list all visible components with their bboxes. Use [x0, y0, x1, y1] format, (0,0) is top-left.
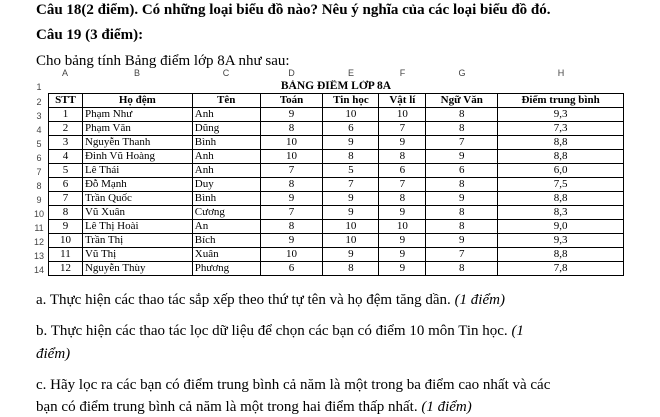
header-diem-trung-binh: Điểm trung bình	[498, 94, 624, 108]
cell-toan: 10	[260, 150, 323, 164]
cell-stt: 7	[49, 192, 83, 206]
task-c-line-2	[36, 398, 472, 416]
cell-toan: 9	[260, 192, 323, 206]
cell-stt: 2	[49, 122, 83, 136]
row-number: 8	[36, 181, 42, 191]
task-a-points: (1 điểm)	[454, 292, 505, 308]
task-a	[36, 291, 505, 309]
cell-stt: 4	[49, 150, 83, 164]
cell-ngu-van: 8	[426, 220, 498, 234]
table-row	[49, 206, 624, 220]
cell-vat-li: 9	[379, 262, 426, 276]
cell-stt: 12	[49, 262, 83, 276]
cell-vat-li: 7	[379, 178, 426, 192]
cell-tin-hoc: 9	[323, 192, 379, 206]
header-vat-li: Vật lí	[379, 94, 426, 108]
table-row	[49, 164, 624, 178]
cell-stt: 10	[49, 234, 83, 248]
cell-ten: Dũng	[192, 122, 260, 136]
row-number: 5	[36, 139, 42, 149]
header-toan: Toán	[260, 94, 323, 108]
cell-diem-trung-binh: 7,8	[498, 262, 624, 276]
cell-vat-li: 7	[379, 122, 426, 136]
cell-ngu-van: 8	[426, 206, 498, 220]
cell-ho-dem: Trần Thị	[82, 234, 192, 248]
cell-diem-trung-binh: 8,8	[498, 192, 624, 206]
row-number: 1	[36, 82, 42, 92]
cell-toan: 6	[260, 262, 323, 276]
task-c-text: bạn có điểm trung bình cả năm là một trong hai điểm thấp nhất.	[36, 399, 422, 415]
row-number: 2	[36, 97, 42, 107]
cell-vat-li: 8	[379, 150, 426, 164]
cell-ngu-van: 9	[426, 192, 498, 206]
cell-ten: Phương	[192, 262, 260, 276]
task-b	[36, 322, 524, 340]
cell-diem-trung-binh: 7,3	[498, 122, 624, 136]
column-header-e: E	[347, 68, 354, 78]
column-header-d: D	[288, 68, 295, 78]
cell-ho-dem: Phạm Văn	[82, 122, 192, 136]
cell-toan: 10	[260, 248, 323, 262]
cell-ten: Anh	[192, 150, 260, 164]
task-a-text: a. Thực hiện các thao tác sắp xếp theo thứ tự tên và họ đệm tăng dần.	[36, 292, 455, 308]
cell-ngu-van: 6	[426, 164, 498, 178]
cell-stt: 11	[49, 248, 83, 262]
cell-ten: An	[192, 220, 260, 234]
cell-diem-trung-binh: 9,3	[498, 108, 624, 122]
cell-vat-li: 10	[379, 108, 426, 122]
cell-tin-hoc: 10	[323, 220, 379, 234]
cell-tin-hoc: 5	[323, 164, 379, 178]
cell-ngu-van: 8	[426, 262, 498, 276]
cell-ten: Bích	[192, 234, 260, 248]
cell-vat-li: 9	[379, 234, 426, 248]
cell-stt: 9	[49, 220, 83, 234]
table-row	[49, 136, 624, 150]
table-row	[49, 178, 624, 192]
table-row	[49, 150, 624, 164]
table-row	[49, 108, 624, 122]
table-header-row	[49, 94, 624, 108]
cell-stt: 8	[49, 206, 83, 220]
cell-toan: 8	[260, 178, 323, 192]
row-number: 10	[33, 209, 44, 219]
cell-vat-li: 9	[379, 206, 426, 220]
table-row	[49, 234, 624, 248]
row-number: 6	[36, 153, 42, 163]
task-c-line-1: c. Hãy lọc ra các bạn có điểm trung bình cả năm là một trong ba điểm cao nhất và các	[36, 377, 551, 393]
column-header-a: A	[61, 68, 68, 78]
cell-ten: Bình	[192, 136, 260, 150]
cell-vat-li: 6	[379, 164, 426, 178]
cell-ten: Bình	[192, 192, 260, 206]
cell-toan: 8	[260, 122, 323, 136]
cell-tin-hoc: 8	[323, 262, 379, 276]
cell-tin-hoc: 10	[323, 234, 379, 248]
cell-tin-hoc: 8	[323, 150, 379, 164]
cell-toan: 9	[260, 234, 323, 248]
cell-toan: 7	[260, 206, 323, 220]
header-tin-hoc: Tin học	[323, 94, 379, 108]
cell-stt: 5	[49, 164, 83, 178]
header-ho-dem: Họ đệm	[82, 94, 192, 108]
cell-ho-dem: Vũ Thị	[82, 248, 192, 262]
row-number: 7	[36, 167, 42, 177]
table-row	[49, 262, 624, 276]
cell-ten: Xuân	[192, 248, 260, 262]
cell-ho-dem: Phạm Như	[82, 108, 192, 122]
cell-diem-trung-binh: 8,3	[498, 206, 624, 220]
header-stt: STT	[49, 94, 83, 108]
cell-ten: Anh	[192, 108, 260, 122]
intro-text: Cho bảng tính Bảng điểm lớp 8A như sau:	[36, 53, 290, 69]
cell-vat-li: 9	[379, 248, 426, 262]
column-header-g: G	[458, 68, 466, 78]
cell-tin-hoc: 9	[323, 206, 379, 220]
cell-ten: Duy	[192, 178, 260, 192]
cell-vat-li: 9	[379, 136, 426, 150]
cell-tin-hoc: 6	[323, 122, 379, 136]
header-ten: Tên	[192, 94, 260, 108]
grade-table	[48, 80, 624, 276]
cell-ho-dem: Đỗ Mạnh	[82, 178, 192, 192]
header-ngu-van: Ngữ Văn	[426, 94, 498, 108]
question-18: Câu 18(2 điểm). Có những loại biểu đồ nào? Nêu ý nghĩa của các loại biểu đồ đó.	[36, 2, 551, 18]
task-b-points-cont: điểm)	[36, 346, 71, 362]
cell-diem-trung-binh: 9,3	[498, 234, 624, 248]
table-row	[49, 248, 624, 262]
row-number: 13	[33, 251, 44, 261]
cell-ngu-van: 9	[426, 234, 498, 248]
cell-diem-trung-binh: 8,8	[498, 248, 624, 262]
spreadsheet	[30, 66, 624, 288]
cell-ngu-van: 9	[426, 150, 498, 164]
cell-ten: Cương	[192, 206, 260, 220]
cell-ho-dem: Vũ Xuân	[82, 206, 192, 220]
table-title: BẢNG ĐIỂM LỚP 8A	[280, 80, 392, 92]
cell-tin-hoc: 9	[323, 136, 379, 150]
row-number: 9	[36, 195, 42, 205]
cell-diem-trung-binh: 9,0	[498, 220, 624, 234]
row-number: 14	[33, 265, 44, 275]
cell-vat-li: 8	[379, 192, 426, 206]
cell-ho-dem: Lê Thị Hoài	[82, 220, 192, 234]
cell-toan: 7	[260, 164, 323, 178]
table-row	[49, 122, 624, 136]
row-number: 3	[36, 111, 42, 121]
cell-vat-li: 10	[379, 220, 426, 234]
cell-diem-trung-binh: 8,8	[498, 150, 624, 164]
cell-ho-dem: Trần Quốc	[82, 192, 192, 206]
cell-tin-hoc: 10	[323, 108, 379, 122]
row-number: 12	[33, 237, 44, 247]
row-number: 4	[36, 125, 42, 135]
cell-ho-dem: Lê Thái	[82, 164, 192, 178]
cell-toan: 10	[260, 136, 323, 150]
cell-ho-dem: Nguyễn Thùy	[82, 262, 192, 276]
row-number: 11	[34, 223, 44, 233]
cell-diem-trung-binh: 8,8	[498, 136, 624, 150]
cell-ngu-van: 7	[426, 248, 498, 262]
cell-ngu-van: 7	[426, 136, 498, 150]
cell-ho-dem: Đinh Vũ Hoàng	[82, 150, 192, 164]
task-b-text: b. Thực hiện các thao tác lọc dữ liệu để chọn các bạn có điểm 10 môn Tin học.	[36, 323, 512, 339]
column-header-h: H	[557, 68, 565, 78]
cell-toan: 8	[260, 220, 323, 234]
cell-tin-hoc: 7	[323, 178, 379, 192]
cell-ho-dem: Nguyễn Thanh	[82, 136, 192, 150]
task-b-points: (1	[511, 323, 524, 339]
column-header-f: F	[399, 68, 406, 78]
column-header-c: C	[222, 68, 230, 78]
table-row	[49, 220, 624, 234]
cell-ten: Anh	[192, 164, 260, 178]
cell-diem-trung-binh: 7,5	[498, 178, 624, 192]
cell-stt: 3	[49, 136, 83, 150]
cell-diem-trung-binh: 6,0	[498, 164, 624, 178]
cell-stt: 6	[49, 178, 83, 192]
cell-ngu-van: 8	[426, 178, 498, 192]
column-header-b: B	[133, 68, 140, 78]
task-c-points: (1 điểm)	[421, 399, 472, 415]
cell-ngu-van: 8	[426, 122, 498, 136]
cell-toan: 9	[260, 108, 323, 122]
table-row	[49, 192, 624, 206]
cell-stt: 1	[49, 108, 83, 122]
question-19: Câu 19 (3 điểm):	[36, 27, 144, 43]
cell-tin-hoc: 9	[323, 248, 379, 262]
cell-ngu-van: 8	[426, 108, 498, 122]
